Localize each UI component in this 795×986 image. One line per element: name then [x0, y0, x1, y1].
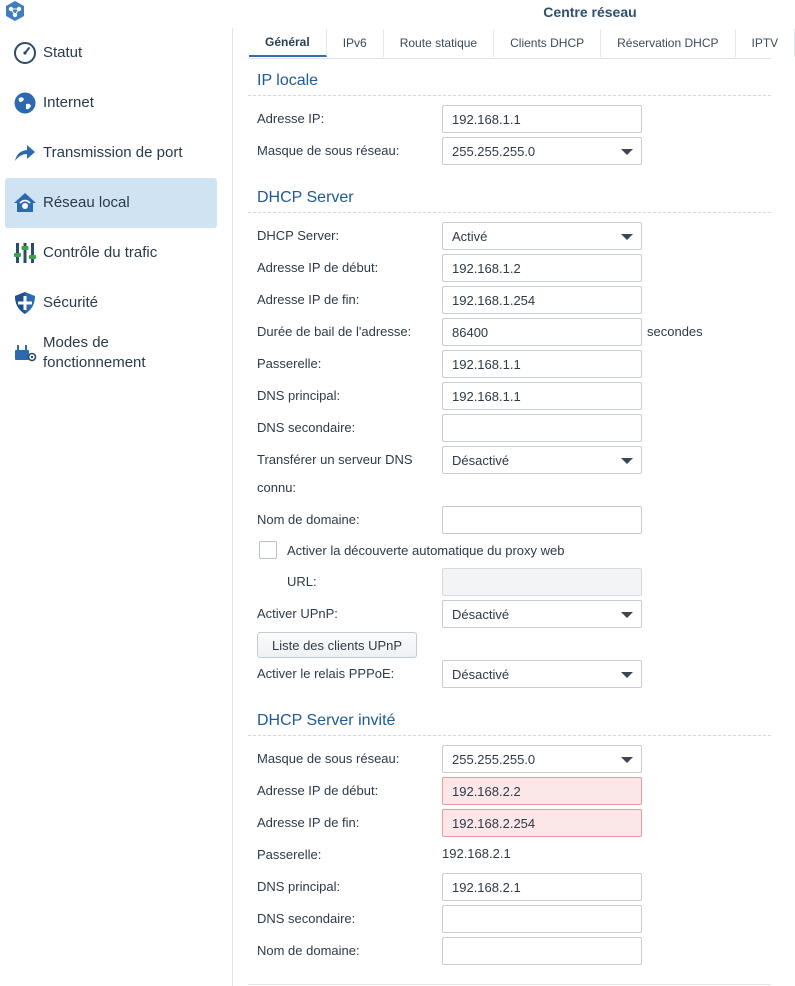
upnp-clients-button[interactable]: Liste des clients UPnP — [257, 632, 417, 658]
sidebar-item-label: Statut — [43, 44, 83, 61]
guest-domain-name-label: Nom de domaine: — [257, 943, 360, 958]
guest-subnet-mask-select[interactable] — [442, 745, 642, 773]
chevron-down-icon — [621, 612, 633, 618]
sidebar-item-internet[interactable] — [5, 78, 217, 128]
lease-duration-label: Durée de bail de l'adresse: — [257, 324, 412, 339]
upnp-select[interactable] — [442, 600, 642, 628]
ip-address-label: Adresse IP: — [257, 111, 325, 126]
home-network-icon — [13, 191, 37, 215]
pppoe-relay-label: Activer le relais PPPoE: — [257, 666, 395, 681]
tab-ipv6[interactable]: IPv6 — [327, 29, 384, 57]
guest-subnet-mask-value: 255.255.255.0 — [452, 751, 536, 767]
tab-static-route[interactable]: Route statique — [384, 29, 494, 57]
sidebar-item-label: Modes de fonctionnement — [43, 334, 146, 371]
sidebar-item-traffic-control[interactable] — [5, 228, 217, 278]
sidebar-item-label: Contrôle du trafic — [43, 244, 158, 261]
section-divider — [248, 212, 771, 213]
tab-general[interactable]: Général — [249, 29, 327, 57]
sidebar-item-operation-modes[interactable] — [5, 328, 217, 378]
network-center-logo-icon — [4, 0, 26, 22]
guest-domain-name-input[interactable] — [442, 937, 642, 965]
guest-secondary-dns-input[interactable] — [442, 905, 642, 933]
gateway-label: Passerelle: — [257, 356, 322, 371]
tab-dhcp-reservation[interactable]: Réservation DHCP — [601, 29, 735, 57]
pppoe-relay-select[interactable] — [442, 660, 642, 688]
subnet-mask-select[interactable] — [442, 137, 642, 165]
domain-name-label: Nom de domaine: — [257, 512, 360, 527]
dhcp-server-value: Activé — [452, 228, 488, 244]
globe-icon — [13, 91, 37, 115]
dhcp-server-select[interactable] — [442, 222, 642, 250]
guest-secondary-dns-label: DNS secondaire: — [257, 911, 356, 926]
arrow-forward-icon — [13, 141, 37, 165]
lease-duration-unit: secondes — [647, 324, 703, 339]
url-label: URL: — [287, 574, 317, 589]
secondary-dns-input[interactable] — [442, 414, 642, 442]
section-title-guest-dhcp: DHCP Server invité — [257, 712, 396, 729]
guest-gateway-value: 192.168.2.1 — [442, 846, 511, 861]
lease-duration-input[interactable]: 86400 — [442, 318, 642, 346]
window-title: Centre réseau — [543, 4, 637, 20]
dhcp-server-label: DHCP Server: — [257, 228, 340, 243]
sidebar-item-label: Sécurité — [43, 294, 99, 311]
upnp-value: Désactivé — [452, 606, 510, 622]
chevron-down-icon — [621, 234, 633, 240]
secondary-dns-label: DNS secondaire: — [257, 420, 356, 435]
chevron-down-icon — [621, 458, 633, 464]
end-ip-label: Adresse IP de fin: — [257, 292, 360, 307]
sidebar-divider — [232, 28, 233, 986]
sliders-icon — [13, 241, 37, 265]
gateway-input[interactable]: 192.168.1.1 — [442, 350, 642, 378]
subnet-mask-value: 255.255.255.0 — [452, 143, 536, 159]
forward-dns-label: Transférer un serveur DNS — [257, 452, 413, 467]
shield-icon — [13, 291, 37, 315]
tab-dhcp-clients[interactable]: Clients DHCP — [494, 29, 601, 57]
proxy-discovery-checkbox[interactable] — [259, 541, 277, 559]
gauge-icon — [13, 41, 37, 65]
sidebar-item-port-forwarding[interactable] — [5, 128, 217, 178]
sidebar-item-label: Internet — [43, 94, 94, 111]
guest-primary-dns-input[interactable]: 192.168.2.1 — [442, 873, 642, 901]
proxy-discovery-label: Activer la découverte automatique du proxy web — [287, 543, 565, 558]
guest-start-ip-input[interactable]: 192.168.2.2 — [442, 777, 642, 805]
primary-dns-input[interactable]: 192.168.1.1 — [442, 382, 642, 410]
forward-dns-value: Désactivé — [452, 452, 510, 468]
primary-dns-label: DNS principal: — [257, 388, 341, 403]
section-divider — [248, 95, 771, 96]
domain-name-input[interactable] — [442, 506, 642, 534]
ip-address-input[interactable]: 192.168.1.1 — [442, 105, 642, 133]
end-ip-input[interactable]: 192.168.1.254 — [442, 286, 642, 314]
sidebar-item-local-network[interactable] — [5, 178, 217, 228]
section-title-dhcp-server: DHCP Server — [257, 189, 354, 206]
chevron-down-icon — [621, 757, 633, 763]
sidebar-item-label: Transmission de port — [43, 144, 183, 161]
guest-subnet-mask-label: Masque de sous réseau: — [257, 751, 400, 766]
forward-dns-select[interactable] — [442, 446, 642, 474]
url-input[interactable] — [442, 568, 642, 596]
sidebar-item-statut[interactable] — [5, 28, 217, 78]
guest-end-ip-label: Adresse IP de fin: — [257, 815, 360, 830]
chevron-down-icon — [621, 672, 633, 678]
upnp-label: Activer UPnP: — [257, 606, 338, 621]
forward-dns-label-cont: connu: — [257, 480, 297, 495]
subnet-mask-label: Masque de sous réseau: — [257, 143, 400, 158]
bottom-divider — [248, 984, 771, 985]
sidebar — [0, 28, 226, 986]
sidebar-item-label: Réseau local — [43, 194, 130, 211]
chevron-down-icon — [621, 149, 633, 155]
guest-primary-dns-label: DNS principal: — [257, 879, 341, 894]
pppoe-relay-value: Désactivé — [452, 666, 510, 682]
guest-end-ip-input[interactable]: 192.168.2.254 — [442, 809, 642, 837]
start-ip-label: Adresse IP de début: — [257, 260, 379, 275]
start-ip-input[interactable]: 192.168.1.2 — [442, 254, 642, 282]
guest-gateway-label: Passerelle: — [257, 847, 322, 862]
section-divider — [248, 735, 771, 736]
tab-bar — [249, 29, 779, 59]
tab-iptv[interactable]: IPTV — [736, 29, 795, 57]
guest-start-ip-label: Adresse IP de début: — [257, 783, 379, 798]
title-bar — [0, 0, 771, 26]
router-gear-icon — [13, 341, 37, 365]
section-title-ip-locale: IP locale — [257, 72, 319, 89]
sidebar-item-security[interactable] — [5, 278, 217, 328]
